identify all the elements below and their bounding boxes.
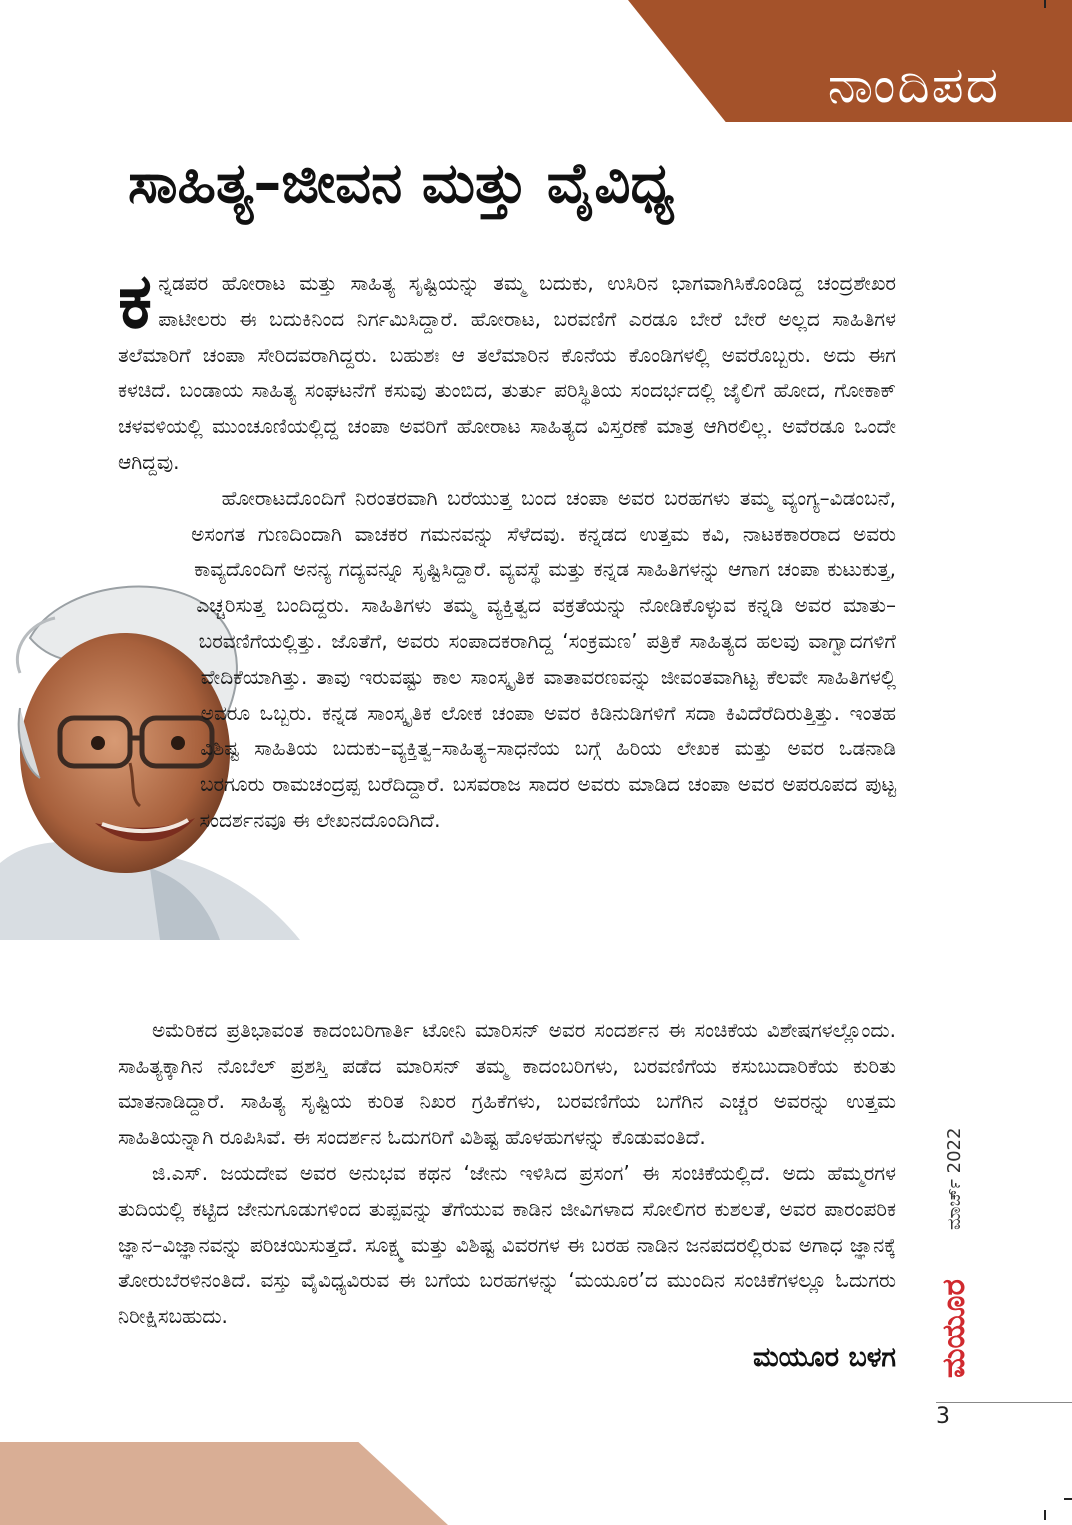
article-paragraph: ಕನ್ನಡಪರ ಹೋರಾಟ ಮತ್ತು ಸಾಹಿತ್ಯ ಸೃಷ್ಟಿಯನ್ನು ತಮ್ಮ ಬದುಕು, ಉಸಿರಿನ ಭಾಗವಾಗಿಸಿಕೊಂಡಿದ್ದ ಚಂದ್ರಶೇಖರ ಪಾಟೀಲರು ಈ ಬದುಕಿನಿಂದ ನಿರ್ಗಮಿಸಿದ್ದಾರೆ. ಹೋರಾಟ, ಬರವಣಿಗೆ ಎರಡೂ ಬೇರೆ ಬೇರೆ ಅಲ್ಲದ ಸಾಹಿತಿಗಳ ತಲೆಮಾರಿಗೆ ಚಂಪಾ ಸೇರಿದವರಾಗಿದ್ದರು. ಬಹುಶಃ ಆ ತಲೆಮಾರಿನ ಕೊನೆಯ ಕೊಂಡಿಗಳಲ್ಲಿ ಅವರೊಬ್ಬರು. ಅದು ಈಗ ಕಳಚಿದೆ. ಬಂಡಾಯ ಸಾಹಿತ್ಯ ಸಂಘಟನೆಗೆ ಕಸುವು ತುಂಬಿದ, ತುರ್ತು ಪರಿಸ್ಥಿತಿಯ ಸಂದರ್ಭದಲ್ಲಿ ಜೈಲಿಗೆ ಹೋದ, ಗೋಕಾಕ್ ಚಳವಳಿಯಲ್ಲಿ ಮುಂಚೂಣಿಯಲ್ಲಿದ್ದ ಚಂಪಾ ಅವರಿಗೆ ಹೋರಾಟ ಸಾಹಿತ್ಯದ ವಿಸ್ತರಣೆ ಮಾತ್ರ ಆಗಿರಲಿಲ್ಲ. ಅವೆರಡೂ ಒಂದೇ ಆಗಿದ್ದವು. bbox=[118, 256, 896, 474]
section-label: ನಾಂದಿಪದ bbox=[827, 56, 1000, 114]
article-body bbox=[118, 256, 897, 1335]
drop-cap: ಕ bbox=[118, 256, 153, 345]
bottom-band bbox=[0, 1442, 448, 1525]
crop-mark-bottom bbox=[1044, 1510, 1046, 1520]
page-number: 3 bbox=[936, 1404, 950, 1429]
magazine-logo: ಮಯೂರ bbox=[936, 1279, 972, 1378]
article-paragraph: ಅಮೆರಿಕದ ಪ್ರತಿಭಾವಂತ ಕಾದಂಬರಿಗಾರ್ತಿ ಟೋನಿ ಮಾರಿಸನ್ ಅವರ ಸಂದರ್ಶನ ಈ ಸಂಚಿಕೆಯ ವಿಶೇಷಗಳಲ್ಲೊಂದು. ಸಾಹಿತ್ಯಕ್ಕಾಗಿನ ನೊಬೆಲ್ ಪ್ರಶಸ್ತಿ ಪಡೆದ ಮಾರಿಸನ್ ತಮ್ಮ ಕಾದಂಬರಿಗಳು, ಬರವಣಿಗೆಯ ಕಸುಬುದಾರಿಕೆಯ ಕುರಿತು ಮಾತನಾಡಿದ್ದಾರೆ. ಸಾಹಿತ್ಯ ಸೃಷ್ಟಿಯ ಕುರಿತ ನಿಖರ ಗ್ರಹಿಕೆಗಳು, ಬರವಣಿಗೆಯ ಬಗೆಗಿನ ಎಚ್ಚರ ಅವರನ್ನು ಉತ್ತಮ ಸಾಹಿತಿಯನ್ನಾಗಿ ರೂಪಿಸಿವೆ. ಈ ಸಂದರ್ಶನ ಓದುಗರಿಗೆ ವಿಶಿಷ್ಟ ಹೊಳಹುಗಳನ್ನು ಕೊಡುವಂತಿದೆ. bbox=[118, 1017, 897, 1150]
page-title: ಸಾಹಿತ್ಯ–ಜೀವನ ಮತ್ತು ವೈವಿಧ್ಯ bbox=[128, 151, 675, 216]
signature: ಮಯೂರ ಬಳಗ bbox=[752, 1342, 896, 1373]
issue-month: ಮಾರ್ಚ್ 2022 bbox=[944, 1127, 965, 1230]
portrait-wrap bbox=[0, 553, 210, 1013]
crop-mark-top bbox=[1044, 0, 1046, 8]
page-number-rule bbox=[936, 1402, 1072, 1403]
article-paragraph: ಹೋರಾಟದೊಂದಿಗೆ ನಿರಂತರವಾಗಿ ಬರೆಯುತ್ತ ಬಂದ ಚಂಪಾ ಅವರ ಬರಹಗಳು ತಮ್ಮ ವ್ಯಂಗ್ಯ–ವಿಡಂಬನೆ, ಅಸಂಗತ ಗುಣದಿಂದಾಗಿ ವಾಚಕರ ಗಮನವನ್ನು ಸೆಳೆದವು. ಕನ್ನಡದ ಉತ್ತಮ ಕವಿ, ನಾಟಕಕಾರರಾದ ಅವರು ಕಾವ್ಯದೊಂದಿಗೆ ಅನನ್ಯ ಗದ್ಯವನ್ನೂ ಸೃಷ್ಟಿಸಿದ್ದಾರೆ. ವ್ಯವಸ್ಥೆ ಮತ್ತು ಕನ್ನಡ ಸಾಹಿತಿಗಳನ್ನು ಆಗಾಗ ಚಂಪಾ ಕುಟುಕುತ್ತ, ಎಚ್ಚರಿಸುತ್ತ ಬಂದಿದ್ದರು. ಸಾಹಿತಿಗಳು ತಮ್ಮ ವ್ಯಕ್ತಿತ್ವದ ವಕ್ರತೆಯನ್ನು ನೋಡಿಕೊಳ್ಳುವ ಕನ್ನಡಿ ಅವರ ಮಾತು–ಬರವಣಿಗೆಯಲ್ಲಿತ್ತು. ಜೊತೆಗೆ, ಅವರು ಸಂಪಾದಕರಾಗಿದ್ದ ‘ಸಂಕ್ರಮಣ’ ಪತ್ರಿಕೆ ಸಾಹಿತ್ಯದ ಹಲವು ವಾಗ್ವಾದಗಳಿಗೆ ವೇದಿಕೆಯಾಗಿತ್ತು. ತಾವು ಇರುವಷ್ಟು ಕಾಲ ಸಾಂಸ್ಕೃತಿಕ ವಾತಾವರಣವನ್ನು ಜೀವಂತವಾಗಿಟ್ಟ ಕೆಲವೇ ಸಾಹಿತಿಗಳಲ್ಲಿ ಅವರೂ ಒಬ್ಬರು. ಕನ್ನಡ ಸಾಂಸ್ಕೃತಿಕ ಲೋಕ ಚಂಪಾ ಅವರ ಕಿಡಿನುಡಿಗಳಿಗೆ ಸದಾ ಕಿವಿದೆರೆದಿರುತ್ತಿತ್ತು. ಇಂತಹ ವಿಶಿಷ್ಟ ಸಾಹಿತಿಯ ಬದುಕು–ವ್ಯಕ್ತಿತ್ವ–ಸಾಹಿತ್ಯ–ಸಾಧನೆಯ ಬಗ್ಗೆ ಹಿರಿಯ ಲೇಖಕ ಮತ್ತು ಅವರ ಒಡನಾಡಿ ಬರಗೂರು ರಾಮಚಂದ್ರಪ್ಪ ಬರೆದಿದ್ದಾರೆ. ಬಸವರಾಜ ಸಾದರ ಅವರು ಮಾಡಿದ ಚಂಪಾ ಅವರ ಅಪರೂಪದ ಪುಟ್ಟ ಸಂದರ್ಶನವೂ ಈ ಲೇಖನದೊಂದಿಗಿದೆ. bbox=[118, 481, 896, 839]
article-paragraph: ಜಿ.ಎಸ್. ಜಯದೇವ ಅವರ ಅನುಭವ ಕಥನ ‘ಜೇನು ಇಳಿಸಿದ ಪ್ರಸಂಗ’ ಈ ಸಂಚಿಕೆಯಲ್ಲಿದೆ. ಅದು ಹೆಮ್ಮರಗಳ ತುದಿಯಲ್ಲಿ ಕಟ್ಟಿದ ಜೇನುಗೂಡುಗಳಿಂದ ತುಪ್ಪವನ್ನು ತೆಗೆಯುವ ಕಾಡಿನ ಜೀವಿಗಳಾದ ಸೋಲಿಗರ ಕುಶಲತೆ, ಅವರ ಪಾರಂಪರಿಕ ಜ್ಞಾನ–ವಿಜ್ಞಾನವನ್ನು ಪರಿಚಯಿಸುತ್ತದೆ. ಸೂಕ್ಷ್ಮ ಮತ್ತು ವಿಶಿಷ್ಟ ವಿವರಗಳ ಈ ಬರಹ ನಾಡಿನ ಜನಪದರಲ್ಲಿರುವ ಅಗಾಧ ಜ್ಞಾನಕ್ಕೆ ತೋರುಬೆರಳಿನಂತಿದೆ. ವಸ್ತು ವೈವಿಧ್ಯವಿರುವ ಈ ಬಗೆಯ ಬರಹಗಳನ್ನು ‘ಮಯೂರ’ದ ಮುಂದಿನ ಸಂಚಿಕೆಗಳಲ್ಲೂ ಓದುಗರು ನಿರೀಕ್ಷಿಸಬಹುದು. bbox=[118, 1160, 896, 1329]
crop-mark-bottom-left bbox=[1064, 1498, 1072, 1500]
